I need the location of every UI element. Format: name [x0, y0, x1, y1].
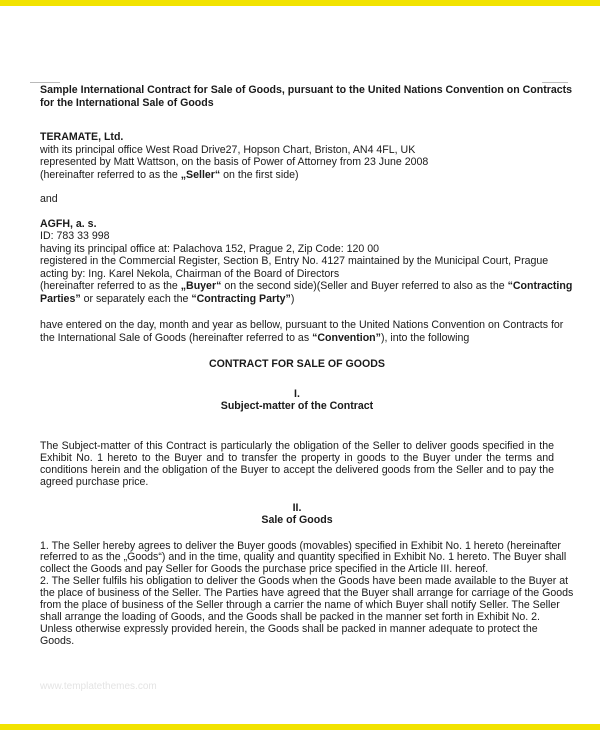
seller-address: with its principal office West Road Drive27, Hopson Chart, Briston, AN4 4FL, UK — [40, 143, 416, 156]
seller-block — [40, 131, 554, 181]
section-1-title: Subject-matter of the Contract — [220, 400, 374, 412]
buyer-ref-prefix: (hereinafter referred to as the — [40, 280, 181, 292]
section-2-body — [40, 539, 574, 648]
convention-term: “Convention” — [312, 331, 381, 344]
seller-ref-prefix: (hereinafter referred to as the — [40, 168, 181, 181]
section-2-title: Sale of Goods — [261, 514, 333, 526]
parties-term: Parties” — [40, 292, 81, 305]
seller-representation: represented by Matt Wattson, on the basis of Power of Attorney from 23 June 2008 — [40, 156, 429, 168]
seller-ref-term: „Seller“ — [180, 168, 221, 181]
contracting-party-term: “Contracting Party” — [191, 292, 291, 305]
title-line-1: Sample International Contract for Sale of Goods, pursuant to the United Nations Convention on Contracts — [40, 84, 573, 96]
buyer-reference — [40, 280, 573, 293]
document-title — [40, 84, 573, 109]
buyer-ref-middle: on the second side)(Seller and Buyer referred to also as the — [221, 280, 508, 292]
section-2-line: from the place of business of the Seller through a carrier the name of which Buyer shall notify Seller. The Seller — [40, 599, 560, 612]
buyer-name: AGFH, a. s. — [40, 217, 97, 230]
document-page — [40, 84, 574, 648]
seller-ref-suffix: on the first side) — [220, 168, 299, 181]
section-1-number: I. — [294, 387, 300, 400]
section-2-line: referred to as the „Goods“) and in the time, quality and quantity specified in Exhibit No. 1 hereto. The Buyer shall — [40, 551, 567, 564]
buyer-ref-term: „Buyer“ — [180, 280, 222, 292]
buyer-block — [40, 217, 573, 306]
watermark: www.templatethemes.com — [40, 681, 157, 692]
section-2-line: 2. The Seller fulfils his obligation to deliver the Goods when the Goods have been made available to the Buyer at — [40, 575, 569, 588]
buyer-acting: acting by: Ing. Karel Nekola, Chairman of the Board of Directors — [40, 267, 340, 280]
contracting-term: “Contracting — [507, 280, 573, 292]
preamble — [40, 319, 564, 344]
buyer-reference-cont — [40, 293, 554, 306]
title-line-2: for the International Sale of Goods — [40, 96, 214, 109]
buyer-ref-middle2: or separately each the — [80, 292, 192, 305]
buyer-register: registered in the Commercial Register, Section B, Entry No. 4127 maintained by the Municipal Court, Prague — [40, 255, 549, 267]
bottom-border-bar — [0, 724, 600, 730]
seller-reference — [40, 169, 554, 182]
buyer-office: having its principal office at: Palachova 152, Prague 2, Zip Code: 120 00 — [40, 242, 380, 255]
section-2-line: 1. The Seller hereby agrees to deliver the Buyer goods (movables) specified in Exhibit No. 1 hereto (hereinafter — [40, 539, 561, 552]
header-rule-left — [30, 82, 60, 83]
preamble-line-2 — [40, 332, 554, 345]
preamble-line-1: have entered on the day, month and year as bellow, pursuant to the United Nations Convention on Contracts for — [40, 319, 564, 331]
section-2-number: II. — [292, 501, 302, 514]
buyer-ref-suffix: ) — [290, 292, 295, 305]
preamble-prefix: the International Sale of Goods (hereinafter referred to as — [40, 331, 313, 344]
seller-name: TERAMATE, Ltd. — [40, 131, 124, 143]
top-border-bar — [0, 0, 600, 6]
section-2-line: Unless otherwise expressly provided herein, the Goods shall be packed in manner adequate to protect the — [40, 622, 538, 635]
section-2-line: collect the Goods and pay Seller for Goods the purchase price specified in the Article III. hereof. — [40, 563, 489, 576]
and-separator: and — [40, 193, 58, 205]
buyer-id: ID: 783 33 998 — [40, 230, 110, 242]
section-2-line: Goods. — [40, 634, 75, 647]
section-1-text: The Subject-matter of this Contract is particularly the obligation of the Seller to deliver goods specified in the Exhibit No. 1 hereto to the Buyer and to transfer the property in goods to the Buyer under the terms and conditions herein and the obligation of the Buyer to accept the delivered goods from the Seller and to pay the agreed purchase price. — [40, 439, 554, 488]
preamble-suffix: ), into the following — [380, 331, 470, 344]
section-2-line: shall arrange the loading of Goods, and the Goods shall be packed in the manner set forth in Exhibit No. 2. — [40, 610, 540, 623]
contract-heading: CONTRACT FOR SALE OF GOODS — [209, 358, 385, 370]
header-rule-right — [542, 82, 568, 83]
section-2-line: the place of business of the Seller. The Parties have agreed that the Buyer shall arrange for carriage of the Goods — [40, 587, 574, 600]
